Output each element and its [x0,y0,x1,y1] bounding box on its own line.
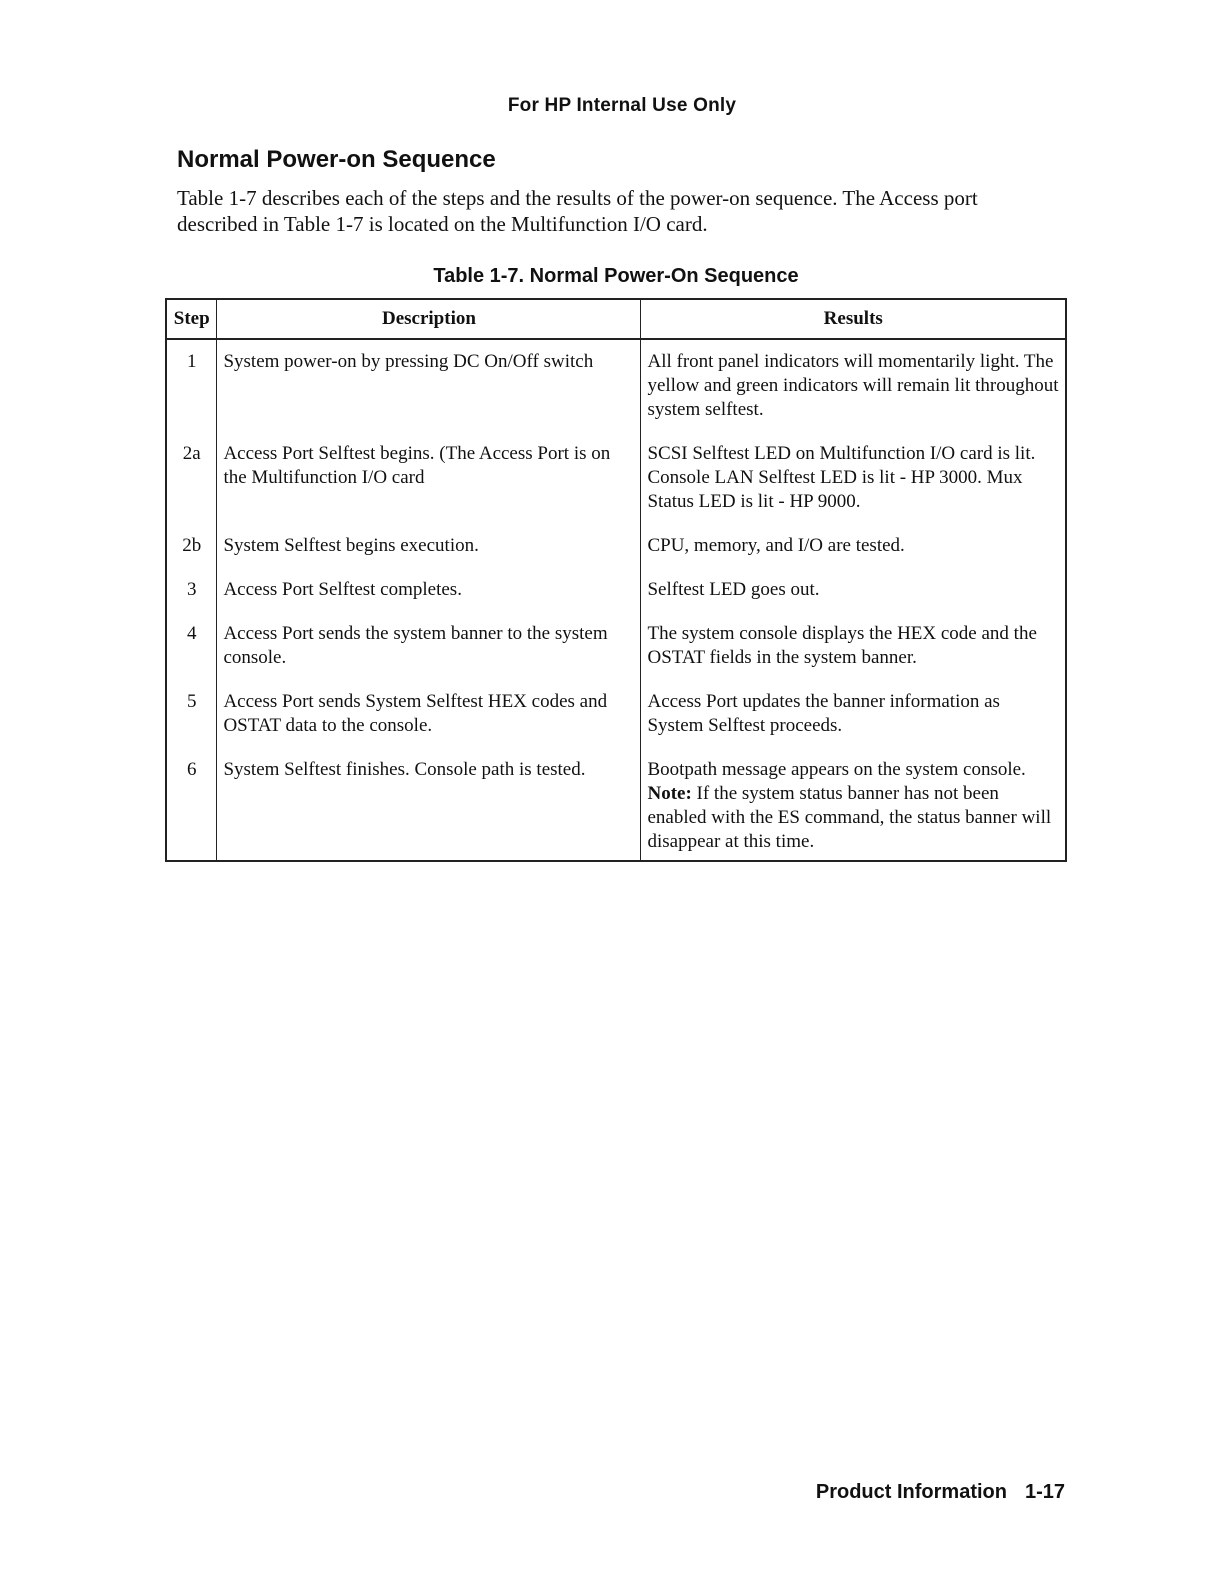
results-cell [641,758,1066,861]
section-title: Normal Power-on Sequence [177,146,496,173]
table-row [166,534,1066,578]
table-row [166,690,1066,758]
note-text: If the system status banner has not been enabled with the ES command, the status banner will disappear at this time. [647,783,1052,852]
header-step: Step [166,299,217,339]
step-cell: 6 [186,759,197,780]
table-row [166,758,1066,861]
results-cell: Selftest LED goes out. [641,578,1066,622]
header-description: Description [217,299,641,339]
power-on-sequence-table [165,298,1067,862]
results-cell: Access Port updates the banner information as System Selftest proceeds. [641,690,1066,758]
step-cell: 2b [182,535,202,556]
internal-use-header: For HP Internal Use Only [507,95,737,116]
results-cell: SCSI Selftest LED on Multifunction I/O card is lit. Console LAN Selftest LED is lit - HP 3000. Mux Status LED is lit - HP 9000. [641,442,1066,534]
description-cell: Access Port Selftest completes. [217,578,641,622]
footer-section-name: Product Information [815,1481,1007,1503]
table-header-row [166,299,1066,339]
step-cell: 3 [186,579,197,600]
description-cell: System Selftest finishes. Console path is tested. [217,758,641,861]
intro-paragraph: Table 1-7 describes each of the steps and the results of the power-on sequence. The Access port described in Table 1-7 is located on the Multifunction I/O card. [177,186,978,236]
results-cell: CPU, memory, and I/O are tested. [641,534,1066,578]
description-cell: Access Port Selftest begins. (The Access Port is on the Multifunction I/O card [217,442,641,534]
footer-page-number: 1-17 [1024,1481,1065,1503]
table-row [166,339,1066,442]
step-cell: 2a [182,443,201,464]
description-cell: Access Port sends the system banner to the system console. [217,622,641,690]
description-cell: System power-on by pressing DC On/Off switch [217,339,641,442]
table-row [166,578,1066,622]
step-cell: 5 [186,691,197,712]
table-row [166,442,1066,534]
step-cell: 4 [186,623,197,644]
step-cell: 1 [186,351,197,372]
header-results: Results [641,299,1066,339]
description-cell: System Selftest begins execution. [217,534,641,578]
page-footer [816,1481,1065,1504]
note-label: Note: [647,783,692,804]
table-caption: Table 1-7. Normal Power-On Sequence [433,265,799,287]
description-cell: Access Port sends System Selftest HEX codes and OSTAT data to the console. [217,690,641,758]
table-row [166,622,1066,690]
results-text: Bootpath message appears on the system console. [647,759,1026,780]
results-cell: The system console displays the HEX code and the OSTAT fields in the system banner. [641,622,1066,690]
results-cell: All front panel indicators will momentarily light. The yellow and green indicators will remain lit throughout system selftest. [641,339,1066,442]
